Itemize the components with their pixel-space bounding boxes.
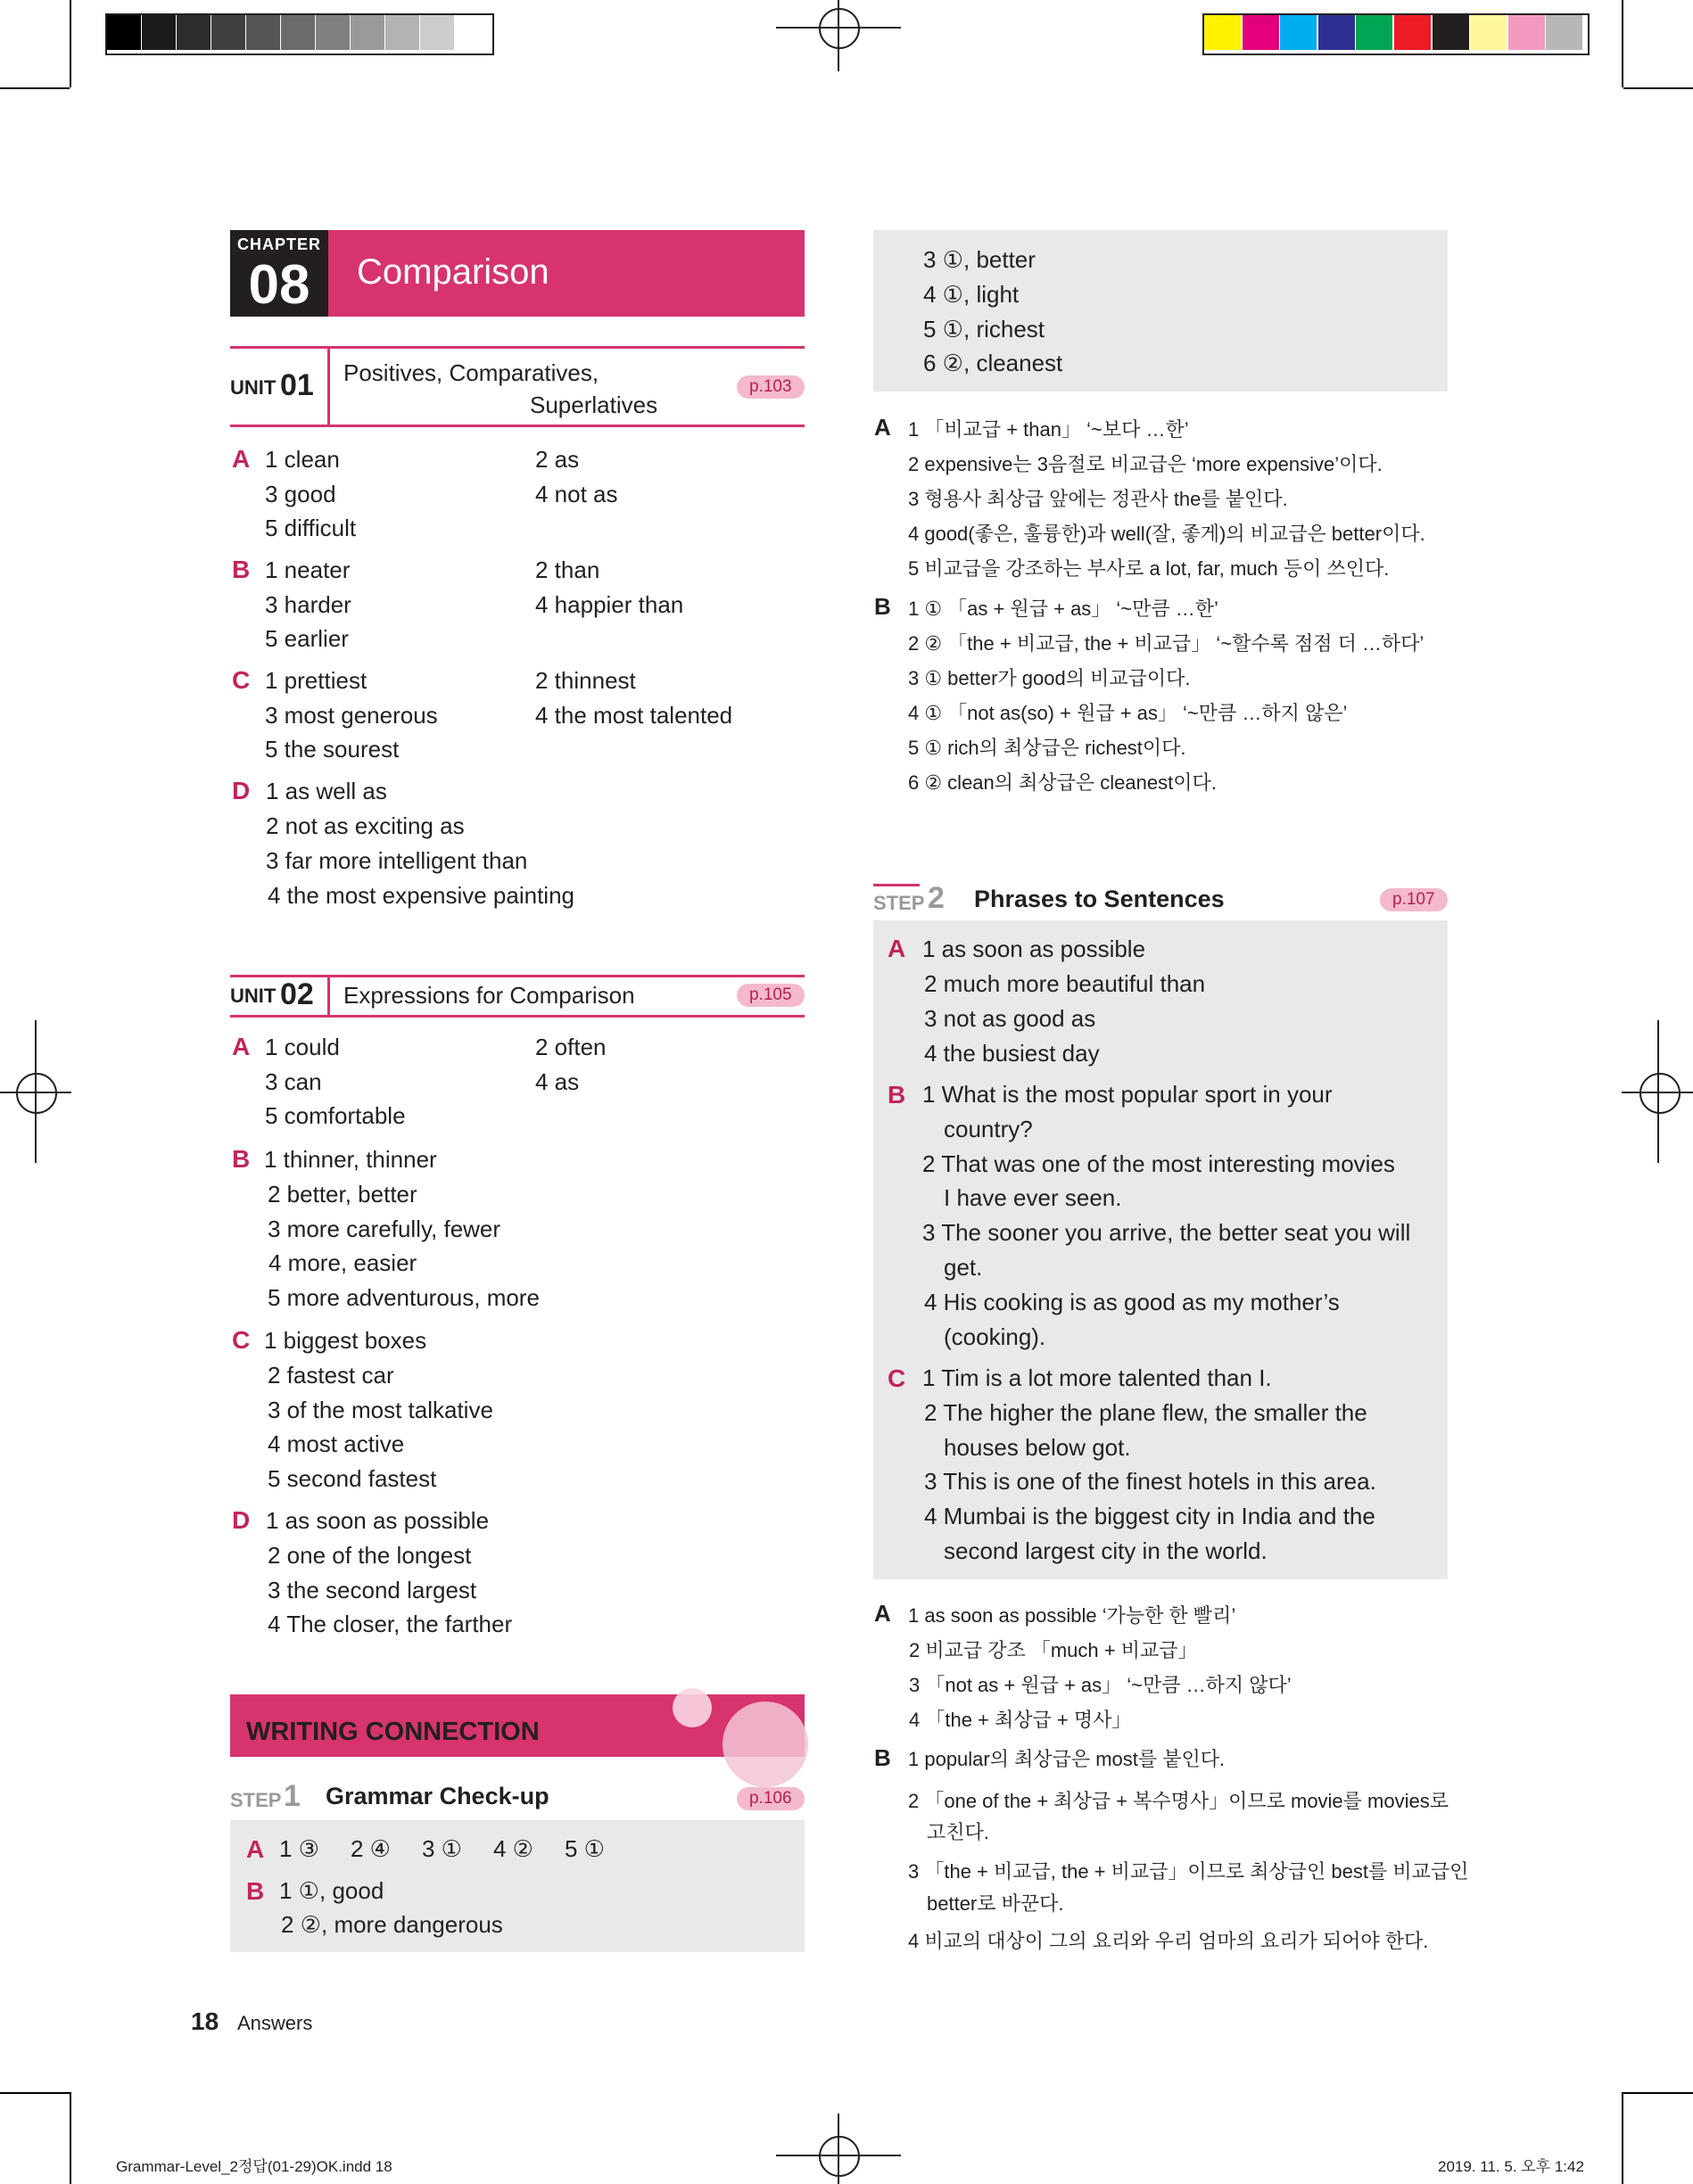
color-swatch [1204,15,1241,50]
step2-C-item: houses below got. [944,1433,1131,1461]
unit01-A-item: 1 clean [265,446,340,473]
step1-B-item: 5 ①, richest [923,315,1045,342]
step1-number: 1 [284,1779,301,1813]
writing-explain1-A-item: 3 형용사 최상급 앞에는 정관사 the를 붙인다. [908,488,1288,510]
writing-explain2-A-item: 3 「not as + 원급 + as」 ‘~만큼 …하지 않다’ [909,1674,1292,1696]
chapter-label: CHAPTER [236,235,321,253]
color-swatch [1470,15,1507,50]
unit02-B-item: 3 more carefully, fewer [268,1215,501,1242]
gray-swatch [351,15,384,50]
step1-A-item: 4 ② [493,1835,533,1862]
writing-explain1-A-item: 1 「비교급 + than」 ‘~보다 …한’ [908,418,1189,441]
unit02-divider [327,977,330,1015]
unit02-C-item: 1 biggest boxes [264,1327,427,1354]
unit01-top-rule [230,346,805,349]
step2-C-item: 2 The higher the plane flew, the smaller the [924,1398,1367,1426]
unit01-title-line1: Positives, Comparatives, [343,359,599,386]
unit01-page-badge: p.103 [737,375,805,399]
step1-title: Grammar Check-up [326,1783,549,1809]
writing-explain1-B-item: 3 ① better가 good의 비교급이다. [908,667,1191,689]
decor-circle-large [723,1702,808,1787]
unit01-label: UNIT [230,376,277,399]
step1-word: STEP [230,1789,282,1811]
step2-B-item: (cooking). [944,1323,1046,1350]
unit02-A-item: 1 could [265,1034,340,1060]
unit01-title-line2: Superlatives [530,391,658,418]
unit02-B-item: 4 more, easier [268,1249,417,1277]
unit01-A-item: 2 as [535,446,580,473]
unit02-D-item: 2 one of the longest [268,1541,472,1569]
step2-number: 2 [928,881,945,915]
writing-explain1-A-item: 5 비교급을 강조하는 부사로 a lot, far, much 등이 쓰인다. [908,557,1390,580]
step1-A-item: 2 ④ [351,1835,391,1862]
page-number: 18 [191,2007,219,2035]
step1-B-letter: B [246,1877,265,1905]
unit02-D-item: 4 The closer, the farther [268,1611,513,1638]
writing-explain2-B-item: 4 비교의 대상이 그의 요리와 우리 엄마의 요리가 되어야 한다. [908,1930,1429,1952]
gray-swatch [316,15,350,50]
writing-explain2-B-item: 2 「one of the + 최상급 + 복수명사」이므로 movie를 movies로 [908,1790,1449,1812]
unit01-number: 01 [280,368,314,402]
gray-swatch [420,15,454,50]
unit01-bottom-rule [230,424,805,427]
writing-explain1-A-item: 2 expensive는 3음절로 비교급은 ‘more expensive’이다. [908,453,1383,475]
writing-explain2-A-item: 2 비교급 강조 「much + 비교급」 [909,1639,1198,1661]
unit02-bottom-rule [230,1015,805,1018]
step2-C-item: second largest city in the world. [944,1537,1268,1564]
writing-explain1-A-letter: A [874,414,891,441]
color-swatch [1280,15,1317,50]
unit02-label: UNIT [230,985,277,1007]
writing-explain1-B-item: 1 ① 「as + 원급 + as」 ‘~만큼 …한’ [908,598,1218,620]
step2-B-item: 2 That was one of the most interesting movies [922,1150,1395,1177]
step2-C-letter: C [888,1364,906,1392]
color-swatch [1243,15,1279,50]
step2-C-item: 4 Mumbai is the biggest city in India and the [924,1503,1375,1530]
writing-step2-A-item: 3 not as good as [924,1005,1096,1032]
unit02-D-item: 3 the second largest [268,1576,477,1603]
unit01-A-item: 3 good [265,480,336,507]
writing-explain1-B-item: 2 ② 「the + 비교급, the + 비교급」 ‘~할수록 점점 더 …하다’ [908,632,1425,655]
unit01-D-item: 4 the most expensive painting [268,882,574,909]
unit02-B-item: 1 thinner, thinner [264,1146,437,1173]
gray-swatch [142,15,176,50]
unit02-B-letter: B [232,1145,251,1173]
writing-explain1-B-letter: B [874,593,891,620]
unit02-C-letter: C [232,1326,251,1354]
writing-explain1-B-item: 6 ② clean의 최상급은 cleanest이다. [908,771,1217,794]
unit01-D-item: 3 far more intelligent than [266,847,528,874]
unit02-B-item: 2 better, better [268,1180,417,1207]
step1-B-item: 6 ②, cleanest [923,350,1063,377]
step1-B-item: 4 ①, light [923,280,1020,308]
unit02-B-item: 5 more adventurous, more [268,1284,540,1312]
unit02-title: Expressions for Comparison [343,982,635,1009]
color-swatch [1433,15,1469,50]
gray-swatch [177,15,211,50]
step1-B-item: 3 ①, better [923,246,1036,273]
writing-step2-A-item: 2 much more beautiful than [924,970,1206,997]
color-swatch [1356,15,1392,50]
unit01-C-item: 5 the sourest [265,736,400,762]
unit02-top-rule [230,975,805,977]
gray-swatch [385,15,419,50]
step2-B-item: get. [944,1254,983,1281]
unit01-C-letter: C [232,666,251,694]
step2-B-item: I have ever seen. [944,1184,1122,1212]
page-footer-label: Answers [237,2012,313,2034]
unit01-A-item: 4 not as [535,480,618,507]
writing-explain1-B-item: 4 ① 「not as(so) + 원급 + as」 ‘~만큼 …하지 않은’ [908,702,1348,724]
step1-A-item: 1 ③ [279,1835,319,1862]
step2-C-item: 1 Tim is a lot more talented than I. [922,1364,1272,1391]
step2-B-item: 1 What is the most popular sport in your [922,1081,1333,1108]
unit01-A-letter: A [232,445,251,473]
writing-step2-A-letter: A [888,935,906,962]
step2-page-badge: p.107 [1380,888,1448,911]
unit01-D-item: 2 not as exciting as [266,812,465,839]
unit01-D-letter: D [232,777,251,804]
chapter-title: Comparison [357,252,549,292]
unit02-A-item: 2 often [535,1034,607,1060]
writing-explain2-B-item: 고친다. [927,1821,989,1843]
step1-A-item: 3 ① [422,1835,462,1862]
unit01-C-item: 3 most generous [265,701,438,729]
slug-file: Grammar-Level_2정답(01-29)OK.indd 18 [116,2158,392,2175]
gray-swatch [281,15,315,50]
unit01-A-item: 5 difficult [265,515,357,541]
color-swatch [1394,15,1431,50]
unit02-number: 02 [280,977,314,1011]
unit01-B-item: 3 harder [265,590,351,618]
color-swatch [1318,15,1355,50]
step2-B-item: country? [944,1115,1033,1142]
unit01-D-item: 1 as well as [266,778,387,804]
decor-circle-small [673,1688,712,1727]
chapter-number: 08 [248,254,310,316]
writing-step2-A-item: 4 the busiest day [924,1040,1100,1067]
unit01-C-item: 4 the most talented [535,701,733,729]
step2-B-item: 3 The sooner you arrive, the better seat you will [922,1219,1411,1247]
unit02-C-item: 3 of the most talkative [268,1396,493,1423]
step2-B-letter: B [888,1081,906,1108]
gray-swatch [107,15,141,50]
unit01-divider [327,348,330,424]
slug-date: 2019. 11. 5. 오후 1:42 [1438,2158,1584,2175]
step2-title: Phrases to Sentences [974,886,1225,912]
step1-page-badge: p.106 [737,1787,805,1810]
writing-explain2-A-item: 4 「the + 최상급 + 명사」 [909,1709,1132,1731]
gray-swatch [246,15,280,50]
writing-explain2-B-item: better로 바꾼다. [927,1892,1064,1915]
unit02-A-item: 4 as [535,1067,580,1095]
unit02-C-item: 4 most active [268,1430,405,1458]
unit01-B-item: 2 than [535,556,600,583]
writing-explain1-B-item: 5 ① rich의 최상급은 richest이다. [908,737,1186,759]
unit02-C-item: 5 second fastest [268,1465,437,1493]
writing-explain2-B-letter: B [874,1744,891,1771]
unit02-D-item: 1 as soon as possible [266,1507,490,1534]
unit02-C-item: 2 fastest car [268,1361,394,1389]
step1-A-letter: A [246,1835,265,1863]
unit02-D-letter: D [232,1506,251,1534]
writing-explain2-A-letter: A [874,1600,891,1627]
unit01-C-item: 2 thinnest [535,667,636,694]
unit02-page-badge: p.105 [737,984,805,1007]
step2-rule [873,884,920,886]
unit02-A-item: 5 comfortable [265,1102,406,1129]
step1-B-item: 2 ②, more dangerous [281,1911,503,1938]
color-swatch [1508,15,1545,50]
unit02-A-item: 3 can [265,1067,322,1095]
writing-explain2-A-item: 1 as soon as possible ‘가능한 한 빨리’ [908,1604,1236,1627]
gray-swatch [455,15,489,50]
step1-A-item: 5 ① [565,1835,605,1862]
step1-B-item: 1 ①, good [279,1877,384,1904]
unit01-B-item: 1 neater [265,556,351,583]
step2-C-item: 3 This is one of the finest hotels in this area. [924,1468,1376,1496]
unit01-B-item: 5 earlier [265,625,349,652]
step2-word: STEP [873,892,925,914]
writing-explain2-B-item: 3 「the + 비교급, the + 비교급」이므로 최상급인 best를 비교급인 [908,1860,1469,1883]
unit01-B-item: 4 happier than [535,590,684,618]
color-swatch [1546,15,1582,50]
unit01-C-item: 1 prettiest [265,667,368,694]
gray-swatch [211,15,245,50]
step2-B-item: 4 His cooking is as good as my mother’s [924,1288,1340,1315]
writing-explain1-A-item: 4 good(좋은, 훌륭한)과 well(잘, 좋게)의 비교급은 better이다. [908,523,1425,545]
unit02-A-letter: A [232,1033,251,1060]
writing-explain2-B-item: 1 popular의 최상급은 most를 붙인다. [908,1748,1226,1770]
unit01-B-letter: B [232,556,251,583]
writing-step2-A-item: 1 as soon as possible [922,935,1146,962]
writing-connection-title: WRITING CONNECTION [246,1718,540,1746]
